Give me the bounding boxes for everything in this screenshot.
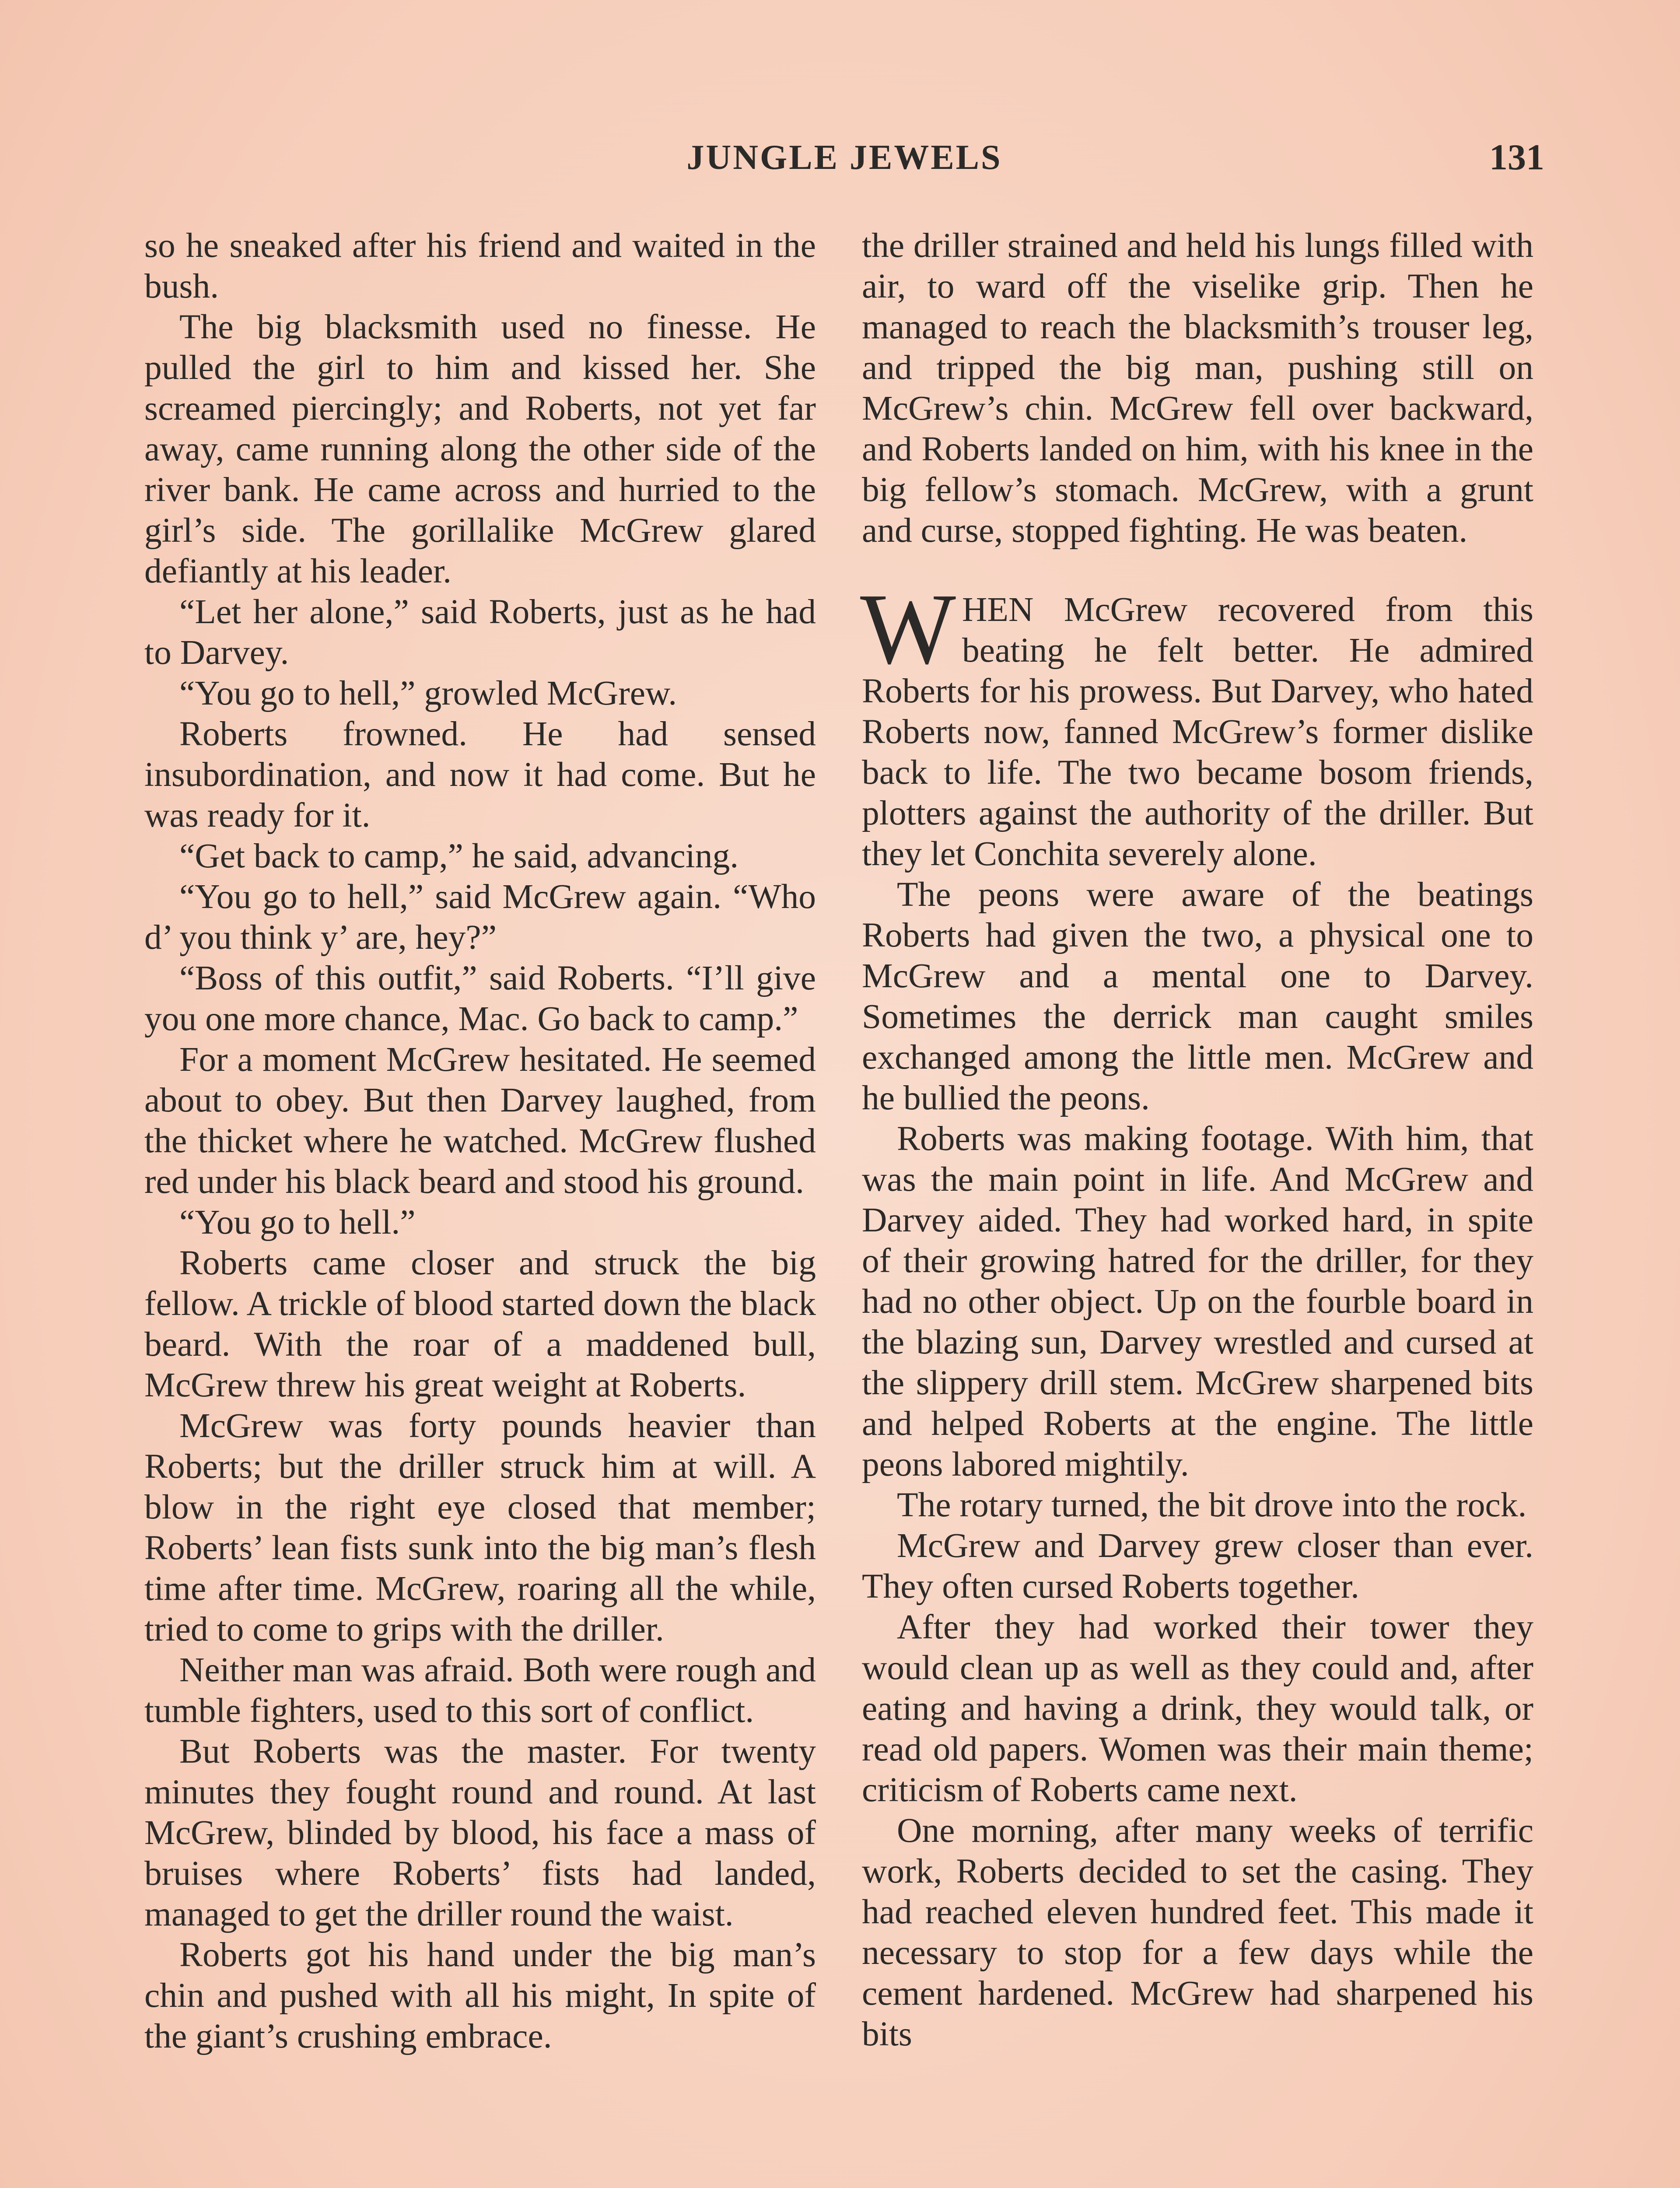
paragraph: “Get back to camp,” he said, advancing. [179, 837, 739, 875]
paragraph: The peons were aware of the beatings Roberts had given the two, a physical one to McGrew and a mental one to Darvey. Sometimes the derrick man caught smiles exchanged among the little men. McGrew and he bullied the peons. [862, 875, 1533, 1117]
page-header [144, 131, 1544, 184]
paragraph: McGrew and Darvey grew closer than ever. They often cursed Roberts together. [862, 1526, 1533, 1606]
paragraph: “Boss of this outfit,” said Roberts. “I’ll give you one more chance, Mac. Go back to camp.” [144, 959, 816, 1038]
paragraph: The big blacksmith used no finesse. He pulled the girl to him and kissed her. She screamed piercingly; and Roberts, not yet far away, came running along the other side of the river bank. He came across and hurried to the girl’s side. The gorillalike McGrew glared defiantly at his leader. [144, 308, 816, 590]
section-start-text: HEN McGrew recovered from this beating he felt better. He admired Roberts for his prowess. But Darvey, who hated Roberts now, fanned McGrew’s former dislike back to life. The two became bosom friends, plotters against the authority of the driller. But they let Conchita severely alone. [862, 590, 1533, 873]
paragraph: so he sneaked after his friend and waited in the bush. [144, 226, 816, 305]
paragraph: But Roberts was the master. For twenty minutes they fought round and round. At last McGrew, blinded by blood, his face a mass of bruises where Roberts’ fists had landed, managed to get the driller round the waist. [144, 1732, 816, 1933]
paragraph: The rotary turned, the bit drove into the rock. [897, 1486, 1527, 1524]
paragraph: “You go to hell.” [179, 1203, 416, 1241]
section-start-paragraph [860, 573, 1533, 874]
paragraph: One morning, after many weeks of terrific work, Roberts decided to set the casing. They had reached eleven hundred feet. This made it necessary to stop for a few days while the cement hardened. McGrew had sharpened his bits [862, 1811, 1533, 2053]
paragraph: Roberts got his hand under the big man’s chin and pushed with all his might, In spite of the giant’s crushing embrace. [144, 1936, 816, 2055]
drop-cap: W [860, 573, 956, 685]
paragraph: Neither man was afraid. Both were rough and tumble fighters, used to this sort of conflict. [144, 1651, 816, 1730]
paragraph: For a moment McGrew hesitated. He seemed about to obey. But then Darvey laughed, from the thicket where he watched. McGrew flushed red under his black beard and stood his ground. [144, 1040, 816, 1201]
running-title: JUNGLE JEWELS [686, 138, 1002, 177]
paragraph: Roberts was making footage. With him, that was the main point in life. And McGrew and Darvey aided. They had worked hard, in spite of their growing hatred for the driller, for they had no other object. Up on the fourble board in the blazing sun, Darvey wrestled and cursed at the slippery drill stem. McGrew sharpened bits and helped Roberts at the engine. The little peons labored mightily. [862, 1119, 1533, 1483]
right-column [862, 225, 1533, 2055]
paragraph: “Let her alone,” said Roberts, just as he had to Darvey. [144, 593, 816, 672]
paragraph: “You go to hell,” growled McGrew. [179, 674, 677, 712]
page-number: 131 [1489, 137, 1544, 178]
paragraph: “You go to hell,” said McGrew again. “Who d’ you think y’ are, hey?” [144, 877, 816, 957]
paragraph: Roberts came closer and struck the big fellow. A trickle of blood started down the black beard. With the roar of a maddened bull, McGrew threw his great weight at Roberts. [144, 1244, 816, 1404]
paragraph: Roberts frowned. He had sensed insubordination, and now it had come. But he was ready for it. [144, 715, 816, 835]
left-column [144, 225, 816, 2057]
paragraph: McGrew was forty pounds heavier than Roberts; but the driller struck him at will. A blow in the right eye closed that member; Roberts’ lean fists sunk into the big man’s flesh time after time. McGrew, roaring all the while, tried to come to grips with the driller. [144, 1406, 816, 1648]
continuation-paragraph: the driller strained and held his lungs filled with air, to ward off the viselike grip. Then he managed to reach the blacksmith’s trouser leg, and tripped the big man, pushing still on McGrew’s chin. McGrew fell over backward, and Roberts landed on him, with his knee in the big fellow’s stomach. McGrew, with a grunt and curse, stopped fighting. He was beaten. [862, 226, 1533, 550]
paragraph: After they had worked their tower they would clean up as well as they could and, after eating and having a drink, they would talk, or read old papers. Women was their main theme; criticism of Roberts came next. [862, 1608, 1533, 1809]
